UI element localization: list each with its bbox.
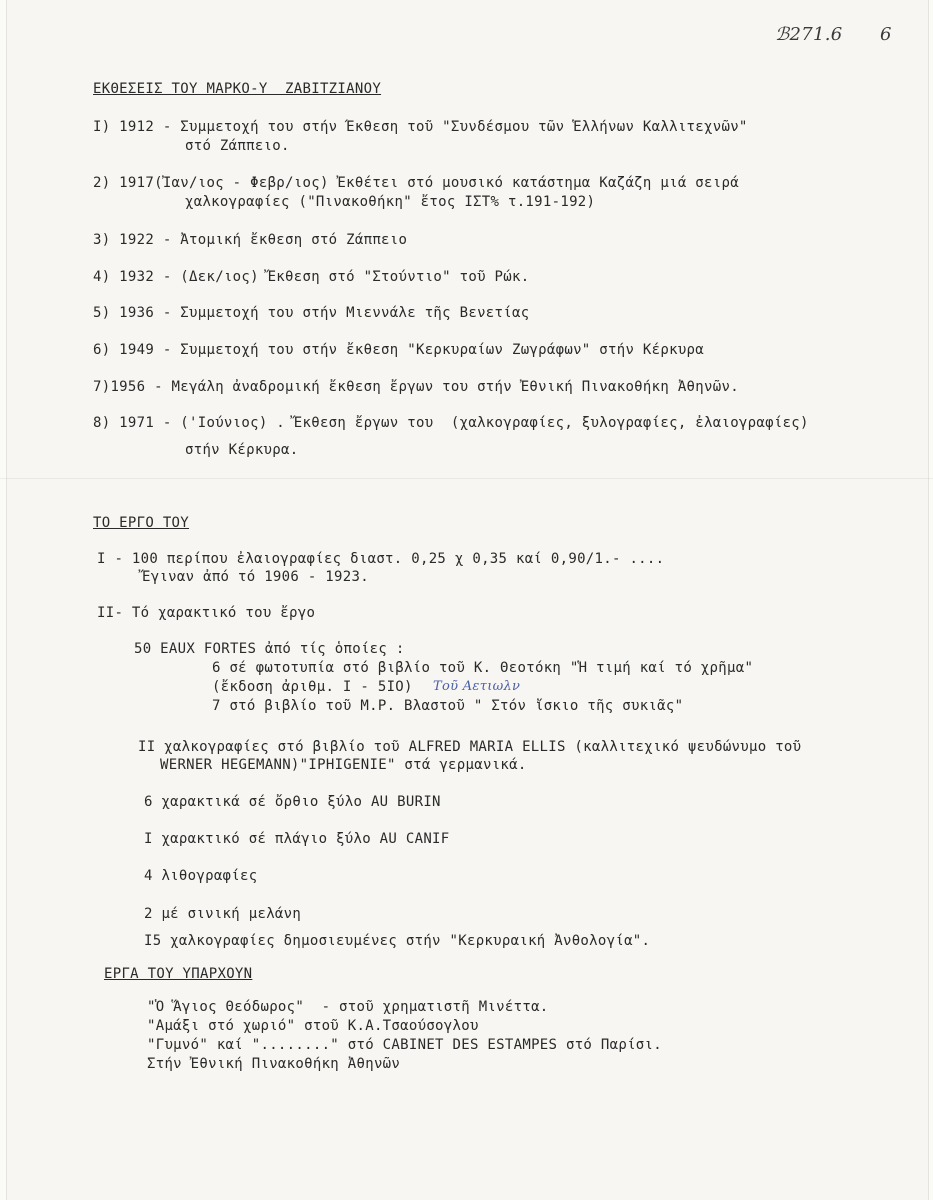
existing-line: Στήν Ἐθνική Πινακοθήκη Ἀθηνῶν [147,1056,401,1072]
anthology-line: I5 χαλκογραφίες δημοσιευμένες στήν "Κερκυραική Ἀνθολογία". [144,933,651,949]
exhibition-item: 4) 1932 - (Δεκ/ιος) Ἔκθεση στό "Στούντιο" τοῦ Ρώκ. [93,269,530,285]
canif-line: I χαρακτικό σέ πλάγιο ξύλο AU CANIF [144,831,450,847]
eaux-sub-line: (ἔκδοση ἀριθμ. I - 5ΙΟ) [212,679,413,695]
exhibition-item: 8) 1971 - ('Ιούνιος) . Ἔκθεση ἔργων του (χαλκογραφίες, ξυλογραφίες, ἐλαιογραφίες) [93,415,809,431]
fold-line [0,478,933,479]
eaux-sub-line: 7 στό βιβλίο τοῦ Μ.Ρ. Βλαστοῦ " Στόν ἴσκιο τῆς συκιᾶς" [212,698,684,714]
exhibition-item: 3) 1922 - Ἀτομική ἔκθεση στό Ζάππειο [93,232,408,248]
ink-line: 2 μέ σινική μελάνη [144,906,302,922]
oils-years: Ἔγιναν ἀπό τό 1906 - 1923. [142,569,369,585]
exhibition-item: 6) 1949 - Συμμετοχή του στήν ἔκθεση "Κερκυραίων Ζωγράφων" στήν Κέρκυρα [93,342,705,358]
exhibition-item-cont: χαλκογραφίες ("Πινακοθήκη" ἔτος ΙΣΤ% τ.191-192) [185,194,596,210]
eaux-fortes-line: 50 EAUX FORTES ἀπό τίς ὁποίες : [134,641,405,657]
exhibition-item: I) 1912 - Συμμετοχή του στήν Έκθεση τοῦ "Συνδέσμου τῶν Ἑλλήνων Καλλιτεχνῶν" [93,119,748,135]
existing-line: "Γυμνό" καί "........" στό CABINET DES ESTAMPES στό Παρίσι. [147,1037,662,1053]
burin-line: 6 χαρακτικά σέ ὄρθιο ξύλο AU BURIN [144,794,441,810]
eaux-sub-line: 6 σέ φωτοτυπία στό βιβλίο τοῦ Κ. Θεοτόκη "Ἡ τιμή καί τό χρῆμα" [212,660,754,676]
works-title: ΤΟ ΕΡΓΟ ΤΟΥ [93,515,190,531]
existing-title: ΕΡΓΑ ΤΟΥ ΥΠΑΡΧΟΥΝ [104,966,253,982]
exhibition-item-cont: στήν Κέρκυρα. [185,442,299,458]
exhibition-item: 5) 1936 - Συμμετοχή του στήν Μιεννάλε τῆς Βενετίας [93,305,530,321]
engraving-heading: II- Τό χαρακτικό του ἔργο [97,605,316,621]
page-number: 6 [880,24,892,45]
exhibition-item: 7)1956 - Μεγάλη ἀναδρομική ἔκθεση ἔργων του στήν Ἐθνική Πινακοθήκη Ἀθηνῶν. [93,379,739,395]
exhibitions-title: ΕΚΘΕΣΕΙΣ ΤΟΥ ΜΑΡΚΟ-Υ ZΑΒΙΤΖΙΑΝΟΥ [93,81,382,97]
existing-line: "Αμάξι στό χωριό" στοῦ Κ.Α.Τσαούσογλου [147,1018,479,1034]
existing-line: "Ὁ Ἅγιος Θεόδωρος" - στοῦ χρηματιστῆ Μινέττα. [147,999,549,1015]
litho-line: 4 λιθογραφίες [144,868,258,884]
ellis-line: II χαλκογραφίες στό βιβλίο τοῦ ALFRED MARIA ELLIS (καλλιτεχικό ψευδώνυμο τοῦ [138,739,802,755]
handwritten-note: Τοῦ Αετιωλν [433,679,521,694]
reference-number: ℬ271.6 [775,24,843,45]
ellis-line-cont: WERNER HEGEMANN)"IPHIGENIE" στά γερμανικά. [160,757,527,773]
oils-line: I - 100 περίπου ἐλαιογραφίες διαστ. 0,25 χ 0,35 καί 0,90/1.- .... [97,551,665,567]
exhibition-item-cont: στό Ζάππειο. [185,138,290,154]
exhibition-item: 2) 1917(Ἰαν/ιος - Φεβρ/ιος) Ἐκθέτει στό μουσικό κατάστημα Καζάζη μιά σειρά [93,175,739,191]
